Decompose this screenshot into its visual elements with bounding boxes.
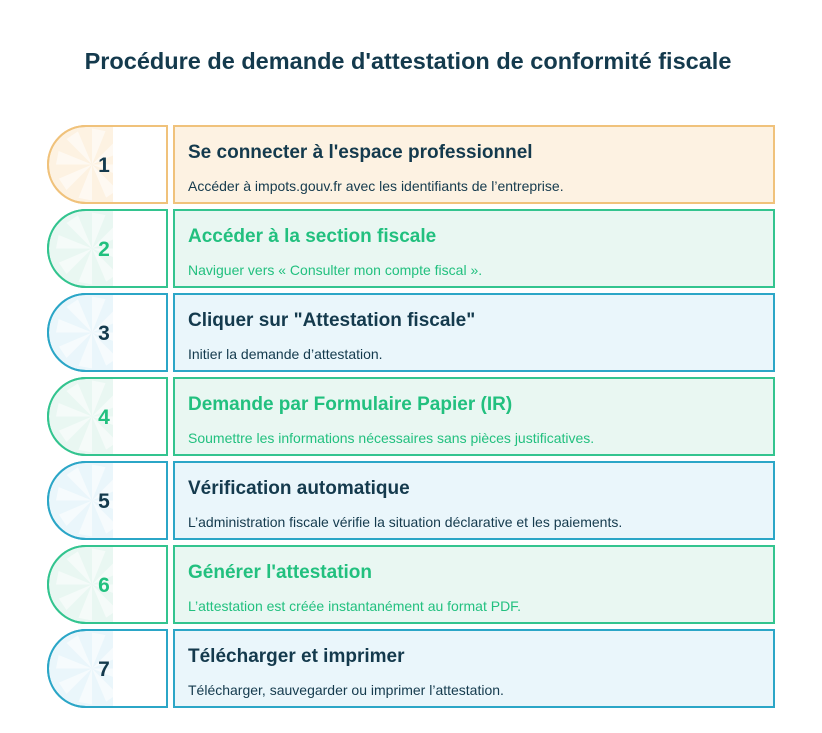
step-card — [173, 377, 775, 456]
step-item — [47, 629, 775, 708]
step-title: Générer l'attestation — [188, 562, 373, 583]
step-title: Télécharger et imprimer — [188, 646, 405, 667]
step-number: 6 — [98, 574, 110, 597]
step-item — [47, 377, 775, 456]
step-title: Demande par Formulaire Papier (IR) — [188, 394, 513, 415]
step-title: Se connecter à l'espace professionnel — [188, 142, 533, 163]
step-card — [173, 293, 775, 372]
step-number-badge — [47, 209, 168, 288]
step-title: Accéder à la section fiscale — [188, 226, 437, 247]
step-card — [173, 461, 775, 540]
step-description: Accéder à impots.gouv.fr avec les identifiants de l’entreprise. — [188, 178, 564, 194]
step-title: Vérification automatique — [188, 478, 410, 499]
step-title: Cliquer sur "Attestation fiscale" — [188, 310, 476, 331]
step-description: L’administration fiscale vérifie la situation déclarative et les paiements. — [188, 514, 623, 530]
step-item — [47, 209, 775, 288]
step-card — [173, 629, 775, 708]
step-number-badge — [47, 293, 168, 372]
step-description: L’attestation est créée instantanément au format PDF. — [188, 598, 522, 614]
step-number-badge — [47, 125, 168, 204]
step-item — [47, 461, 775, 540]
step-number: 4 — [98, 406, 110, 429]
step-number: 1 — [98, 154, 110, 177]
step-description: Soumettre les informations nécessaires sans pièces justificatives. — [188, 430, 595, 446]
page-title: Procédure de demande d'attestation de conformité fiscale — [84, 48, 732, 74]
step-number: 5 — [98, 490, 110, 513]
step-item — [47, 125, 775, 204]
step-number-badge — [47, 545, 168, 624]
step-number: 7 — [98, 658, 110, 681]
step-number: 3 — [98, 322, 110, 345]
step-card — [173, 209, 775, 288]
step-number: 2 — [98, 238, 110, 261]
step-card — [173, 125, 775, 204]
step-card — [173, 545, 775, 624]
step-item — [47, 293, 775, 372]
step-description: Initier la demande d’attestation. — [188, 346, 383, 362]
step-number-badge — [47, 461, 168, 540]
step-number-badge — [47, 377, 168, 456]
step-number-badge — [47, 629, 168, 708]
step-item — [47, 545, 775, 624]
step-description: Télécharger, sauvegarder ou imprimer l’attestation. — [188, 682, 504, 698]
step-description: Naviguer vers « Consulter mon compte fiscal ». — [188, 262, 483, 278]
